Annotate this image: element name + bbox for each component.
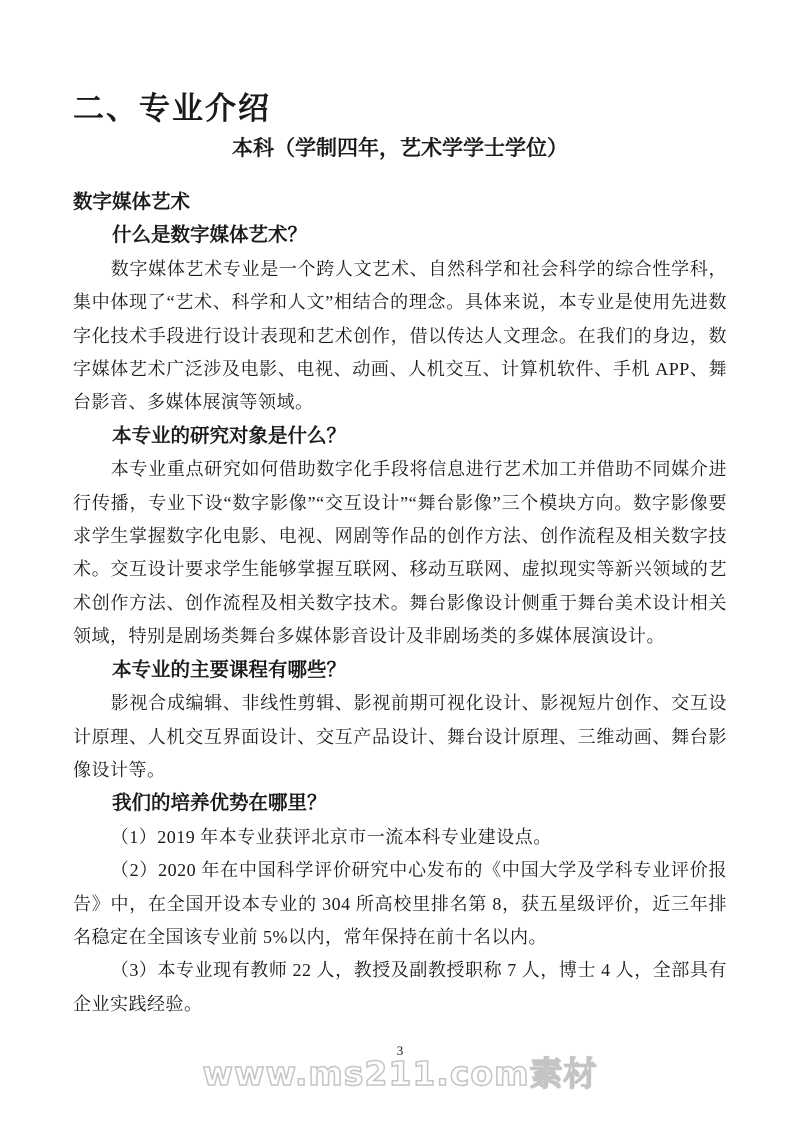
question-heading-main-courses: 本专业的主要课程有哪些？ — [112, 659, 347, 681]
question-heading-training-advantages: 我们的培养优势在哪里？ — [112, 793, 327, 815]
paragraph-advantage-1: （1）2019 年本专业获评北京市一流本科专业建设点。 — [110, 826, 552, 847]
question-heading-what-is: 什么是数字媒体艺术？ — [112, 225, 308, 247]
paragraph: 数字媒体艺术专业是一个跨人文艺术、自然科学和社会科学的综合性学科，集中体现了“艺术、科学和人文”相结合的理念。具体来说，本专业是使用先进数字化技术手段进行设计表现和艺术创作，借以传达人文理念。在我们的身边，数字媒体艺术广泛涉及电影、电视、动画、人机交互、计算机软件、手机 APP、舞台影音、多媒体展演等领域。 — [73, 258, 727, 413]
document-body — [73, 186, 727, 1021]
question-heading-research-object: 本专业的研究对象是什么？ — [112, 425, 347, 447]
section-title: 二、专业介绍 — [73, 90, 271, 126]
paragraph-advantage-2: （2）2020 年在中国科学评价研究中心发布的《中国大学及学科专业评价报告》中，在全国开设本专业的 304 所高校里排名第 8，获五星级评价，近三年排名稳定在全国该专业前 5%以内，常年保持在前十名以内。 — [73, 860, 727, 947]
major-name-heading: 数字媒体艺术 — [73, 192, 191, 213]
paragraph: 本专业重点研究如何借助数字化手段将信息进行艺术加工并借助不同媒介进行传播，专业下设“数字影像”“交互设计”“舞台影像”三个模块方向。数字影像要求学生掌握数字化电影、电视、网剧等作品的创作方法、创作流程及相关数字技术。交互设计要求学生能够掌握互联网、移动互联网、虚拟现实等新兴领域的艺术创作方法、创作流程及相关数字技术。舞台影像设计侧重于舞台美术设计相关领域，特别是剧场类舞台多媒体影音设计及非剧场类的多媒体展演设计。 — [73, 459, 727, 647]
page-number: 3 — [396, 1043, 404, 1058]
paragraph: 影视合成编辑、非线性剪辑、影视前期可视化设计、影视短片创作、交互设计原理、人机交互界面设计、交互产品设计、舞台设计原理、三维动画、舞台影像设计等。 — [73, 693, 727, 780]
watermark: www.ms211.com素材 — [202, 1054, 598, 1093]
paragraph-advantage-3: （3）本专业现有教师 22 人，教授及副教授职称 7 人，博士 4 人，全部具有企业实践经验。 — [73, 960, 727, 1014]
degree-subtitle: 本科（学制四年，艺术学学士学位） — [232, 136, 568, 160]
